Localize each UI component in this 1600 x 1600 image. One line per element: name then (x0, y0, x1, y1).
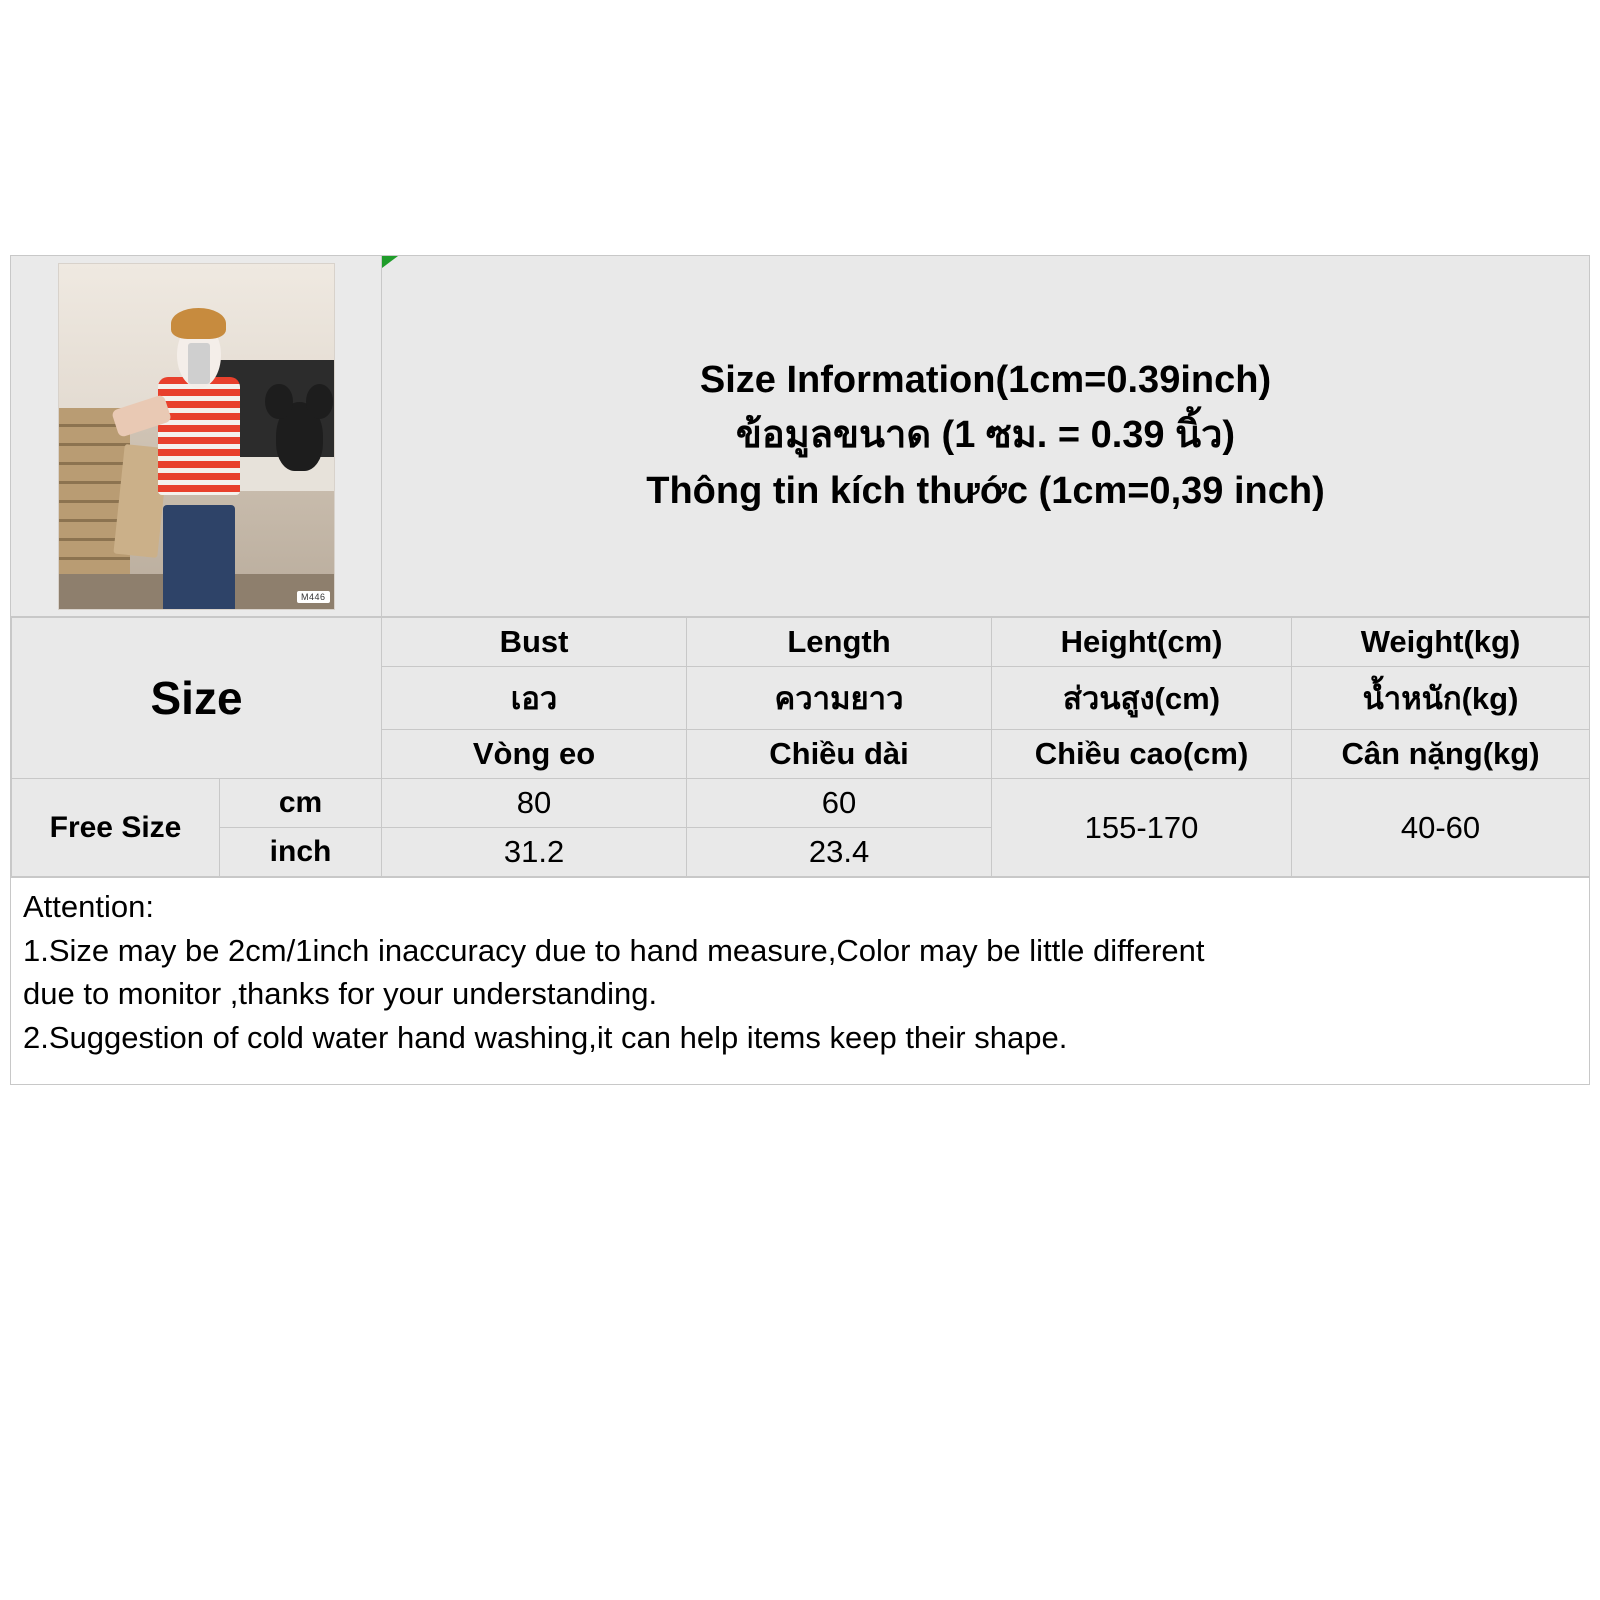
size-column-label: Size (12, 618, 382, 779)
photo-model-phone (188, 343, 210, 384)
column-header-weight-th: น้ำหนัก(kg) (1292, 667, 1590, 730)
title-vietnamese: Thông tin kích thước (1cm=0,39 inch) (646, 469, 1325, 512)
green-corner-marker-icon (382, 256, 398, 268)
column-header-bust-vi: Vòng eo (382, 730, 687, 779)
column-header-length-th: ความยาว (687, 667, 992, 730)
cell-length-inch: 23.4 (687, 828, 992, 877)
cell-length-cm: 60 (687, 779, 992, 828)
column-header-weight-vi: Cân nặng(kg) (1292, 730, 1590, 779)
column-header-length-vi: Chiều dài (687, 730, 992, 779)
size-chart (10, 255, 1590, 1085)
column-header-height-vi: Chiều cao(cm) (992, 730, 1292, 779)
column-header-length-en: Length (687, 618, 992, 667)
photo-model-hat (171, 308, 226, 339)
attention-heading: Attention: (23, 889, 154, 924)
chart-header (11, 256, 1589, 617)
column-header-bust-th: เอว (382, 667, 687, 730)
mickey-decor-icon (276, 402, 323, 471)
attention-block (11, 877, 1589, 1084)
row-unit-cm: cm (220, 779, 382, 828)
title-thai: ข้อมูลขนาด (1 ซม. = 0.39 นิ้ว) (735, 414, 1236, 457)
attention-line-1: 1.Size may be 2cm/1inch inaccuracy due to hand measure,Color may be little different (23, 932, 1205, 968)
photo-watermark: M446 (297, 591, 330, 603)
row-unit-inch: inch (220, 828, 382, 877)
column-header-weight-en: Weight(kg) (1292, 618, 1590, 667)
cell-bust-inch: 31.2 (382, 828, 687, 877)
column-header-height-en: Height(cm) (992, 618, 1292, 667)
product-photo (58, 263, 335, 610)
header-row-english (12, 618, 1590, 667)
chart-title-cell (382, 256, 1589, 616)
photo-model-jeans (163, 505, 235, 609)
table-row (12, 779, 1590, 828)
cell-bust-cm: 80 (382, 779, 687, 828)
cell-weight-range: 40-60 (1292, 779, 1590, 877)
product-photo-cell (11, 256, 382, 616)
attention-line-3: 2.Suggestion of cold water hand washing,it can help items keep their shape. (23, 1019, 1068, 1055)
photo-model-striped-top (158, 377, 241, 494)
column-header-height-th: ส่วนสูง(cm) (992, 667, 1292, 730)
measurement-table (11, 617, 1590, 877)
column-header-bust-en: Bust (382, 618, 687, 667)
title-english: Size Information(1cm=0.39inch) (699, 359, 1272, 402)
row-size-value: Free Size (12, 779, 220, 877)
attention-line-2: due to monitor ,thanks for your understanding. (23, 976, 658, 1012)
cell-height-range: 155-170 (992, 779, 1292, 877)
